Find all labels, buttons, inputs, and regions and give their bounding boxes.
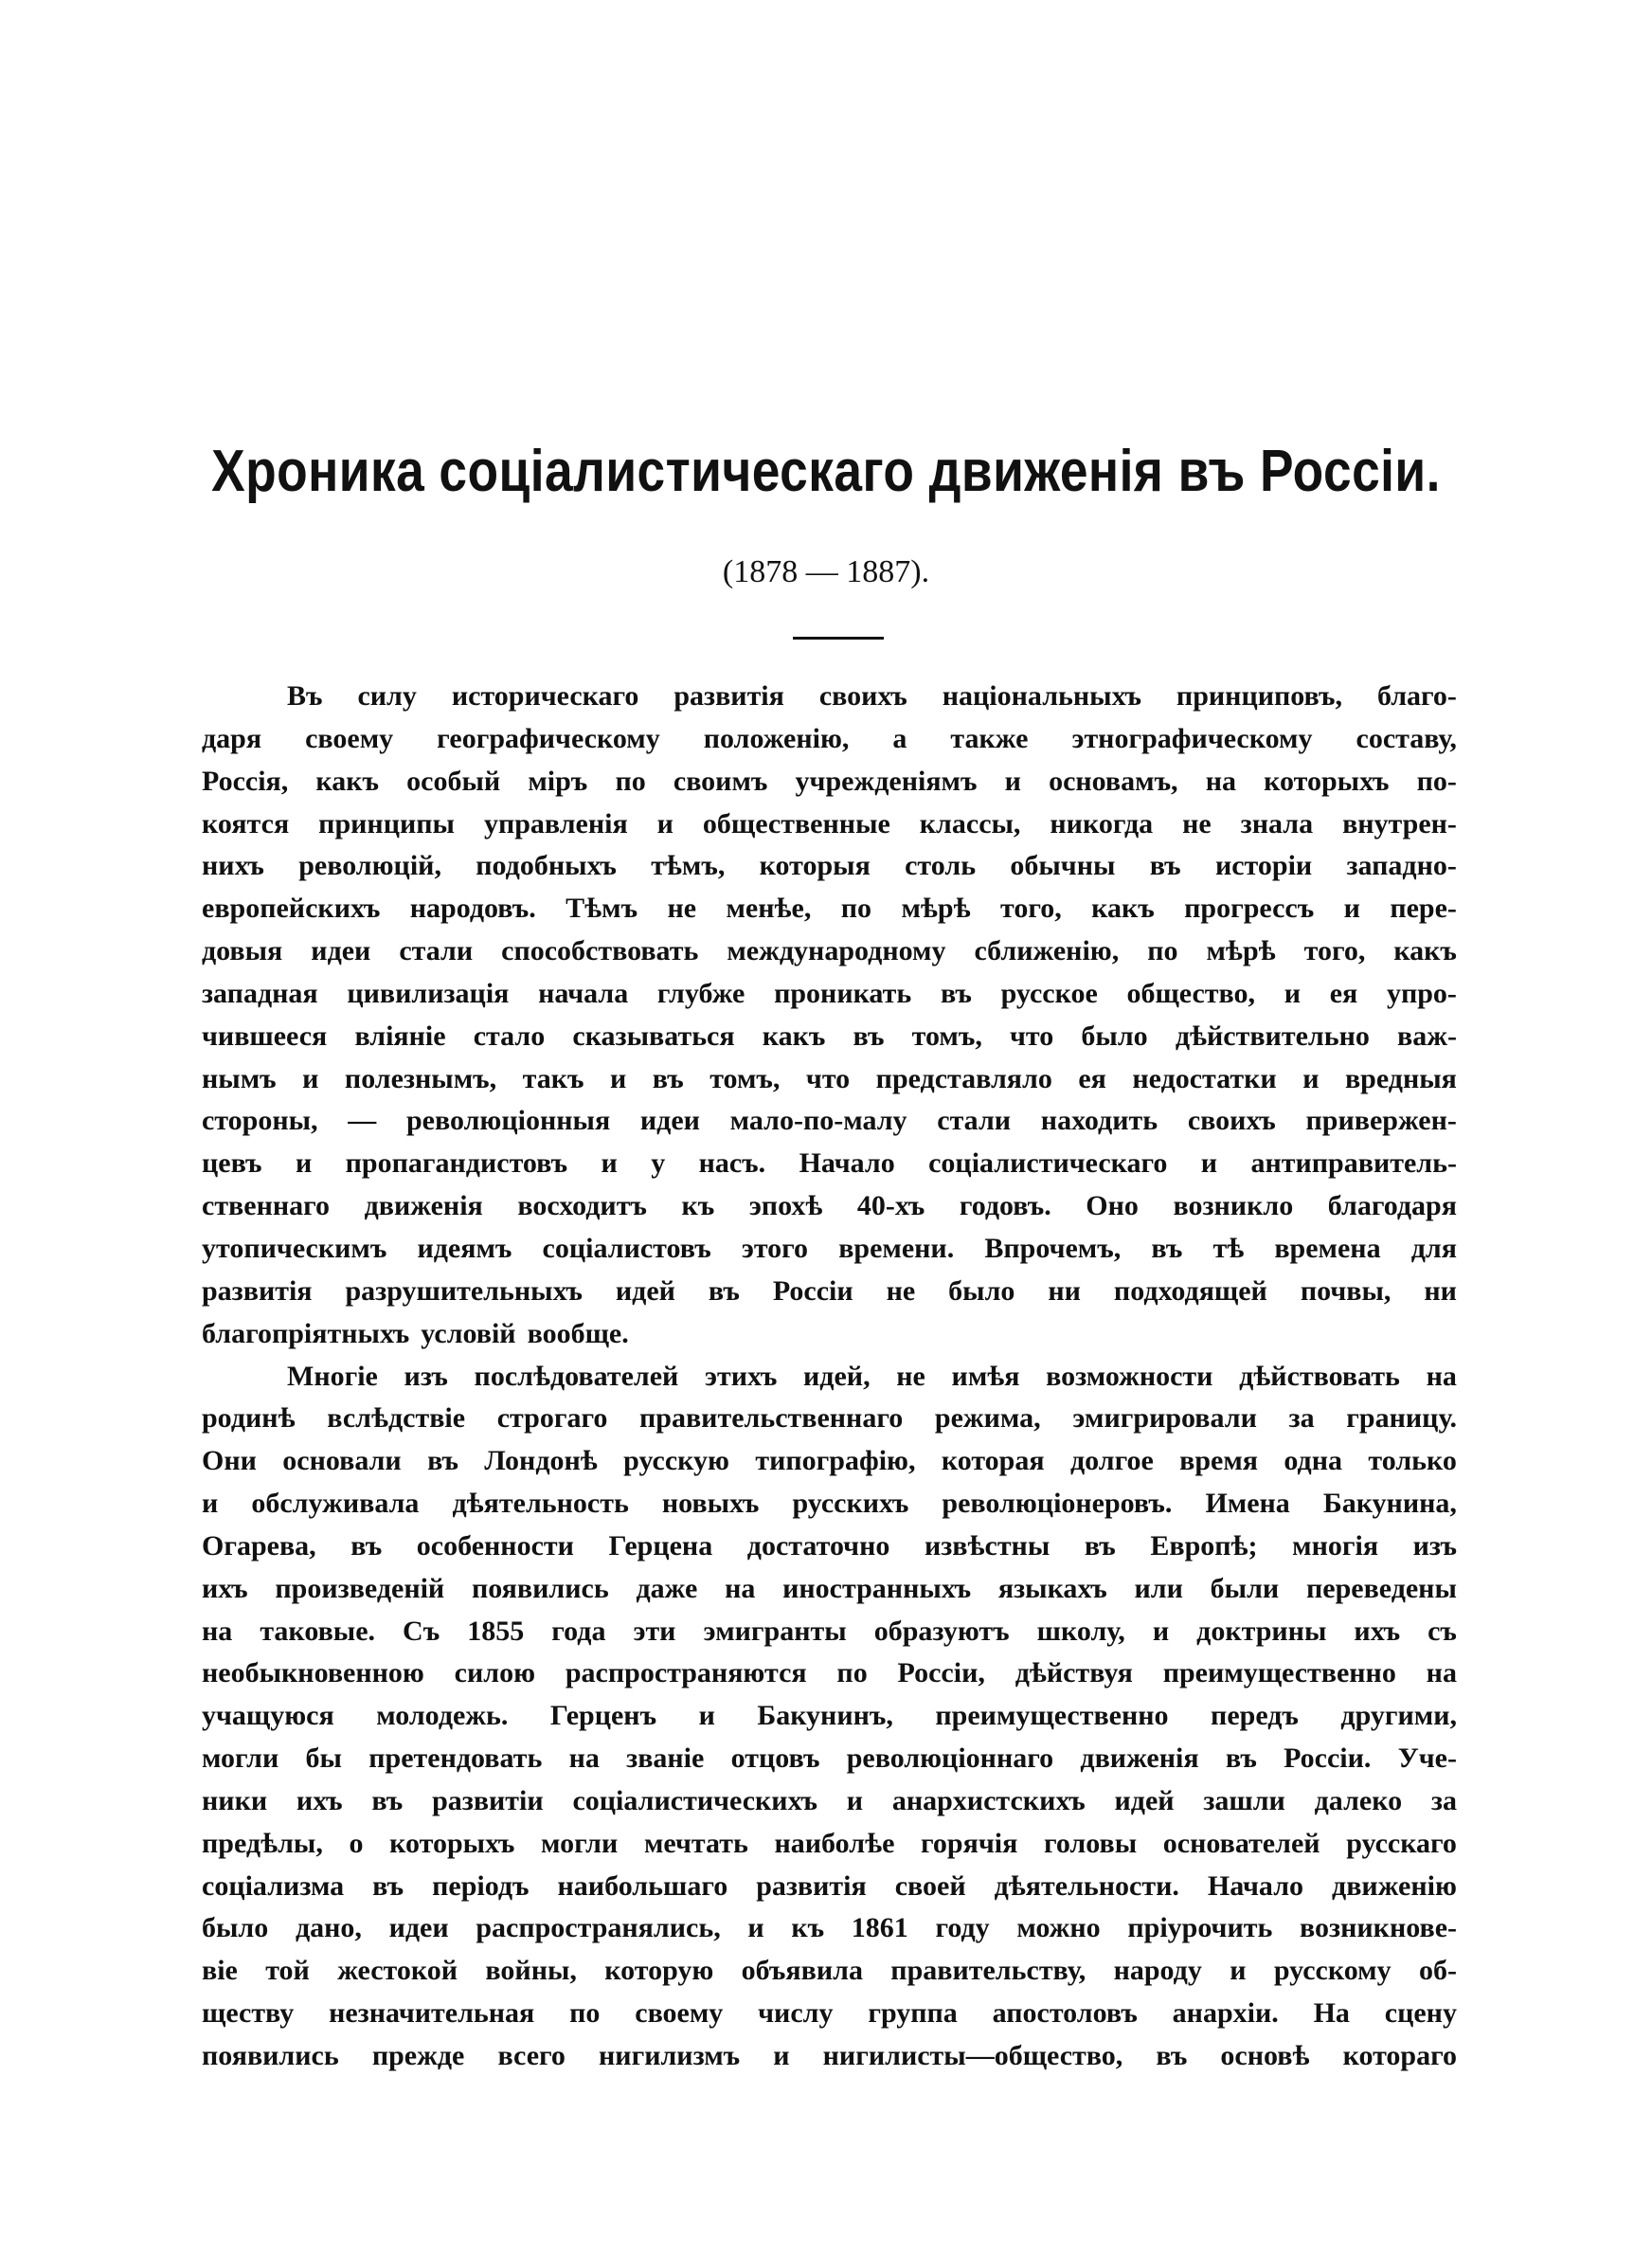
text-line: родинѣ вслѣдствіе строгаго правительственнаго режима, эмигрировали за границу. [202, 1402, 1457, 1435]
body-text [202, 676, 1457, 2078]
text-line: появились прежде всего нигилизмъ и нигилисты—общество, въ основѣ котораго [202, 2040, 1457, 2071]
text-line: Огарева, въ особенности Герцена достаточно извѣстны въ Европѣ; многія изъ [202, 1529, 1457, 1562]
text-line: необыкновенною силою распространяются по Россіи, дѣйствуя преимущественно на [202, 1657, 1457, 1689]
text-line: Россія, какъ особый міръ по своимъ учрежденіямъ и основамъ, на которыхъ по- [202, 765, 1457, 797]
text-line: ственнаго движенія восходитъ къ эпохѣ 40-хъ годовъ. Оно возникло благодаря [202, 1190, 1457, 1222]
text-line: віе той жестокой войны, которую объявила правительству, народу и русскому об- [202, 1955, 1457, 1987]
text-line: коятся принципы управленія и общественные классы, никогда не знала внутрен- [202, 807, 1457, 840]
text-line: ществу незначительная по своему числу группа апостоловъ анархіи. На сцену [202, 1997, 1457, 2030]
text-line: на таковые. Съ 1855 года эти эмигранты образуютъ школу, и доктрины ихъ съ [202, 1615, 1457, 1647]
text-line: ихъ произведеній появились даже на иностранныхъ языкахъ или были переведены [202, 1572, 1457, 1604]
text-line: было дано, идеи распространялись, и къ 1861 году можно пріурочить возникнове- [202, 1912, 1457, 1944]
text-line: европейскихъ народовъ. Тѣмъ не менѣе, по мѣрѣ того, какъ прогрессъ и пере- [202, 893, 1457, 925]
text-line: довыя идеи стали способствовать международному сближенію, по мѣрѣ того, какъ [202, 935, 1457, 967]
text-line: могли бы претендовать на званіе отцовъ революціоннаго движенія въ Россіи. Уче- [202, 1742, 1457, 1775]
text-line: цевъ и пропагандистовъ и у насъ. Начало соціалистическаго и антиправитель- [202, 1147, 1457, 1180]
text-line: западная цивилизація начала глубже проникать въ русское общество, и ея упро- [202, 977, 1457, 1009]
text-line: стороны, — революціонныя идеи мало-по-малу стали находить своихъ привержен- [202, 1105, 1457, 1137]
text-line: чившееся вліяніе стало сказываться какъ въ томъ, что было дѣйствительно важ- [202, 1020, 1457, 1052]
section-divider [793, 637, 884, 640]
text-line: ники ихъ въ развитіи соціалистическихъ и анархистскихъ идей зашли далеко за [202, 1784, 1457, 1816]
text-line: и обслуживала дѣятельность новыхъ русскихъ революціонеровъ. Имена Бакунина, [202, 1488, 1457, 1520]
text-line: Въ силу историческаго развитія своихъ національныхъ принциповъ, благо- [287, 680, 1457, 712]
page-title: Хроника соціалистическаго движенія въ Россіи. [211, 439, 1441, 504]
text-line: благопріятныхъ условій вообще. [202, 1317, 629, 1349]
text-line: Многіе изъ послѣдователей этихъ идей, не имѣя возможности дѣйствовать на [287, 1360, 1457, 1392]
text-line: нихъ революцій, подобныхъ тѣмъ, которыя столь обычны въ исторіи западно- [202, 850, 1457, 882]
text-line: нымъ и полезнымъ, такъ и въ томъ, что представляло ея недостатки и вредныя [202, 1062, 1457, 1094]
text-line: Они основали въ Лондонѣ русскую типографію, которая долгое время одна только [202, 1445, 1457, 1477]
text-line: соціализма въ періодъ наибольшаго развитія своей дѣятельности. Начало движенію [202, 1869, 1457, 1902]
date-range: (1878 — 1887). [722, 554, 930, 589]
text-line: учащуюся молодежь. Герценъ и Бакунинъ, преимущественно передъ другими, [202, 1700, 1457, 1732]
text-line: даря своему географическому положенію, а также этнографическому составу, [202, 722, 1457, 754]
text-line: утопическимъ идеямъ соціалистовъ этого времени. Впрочемъ, въ тѣ времена для [202, 1232, 1457, 1264]
text-line: развитія разрушительныхъ идей въ Россіи не было ни подходящей почвы, ни [202, 1274, 1457, 1307]
text-line: предѣлы, о которыхъ могли мечтать наиболѣе горячія головы основателей русскаго [202, 1827, 1457, 1859]
